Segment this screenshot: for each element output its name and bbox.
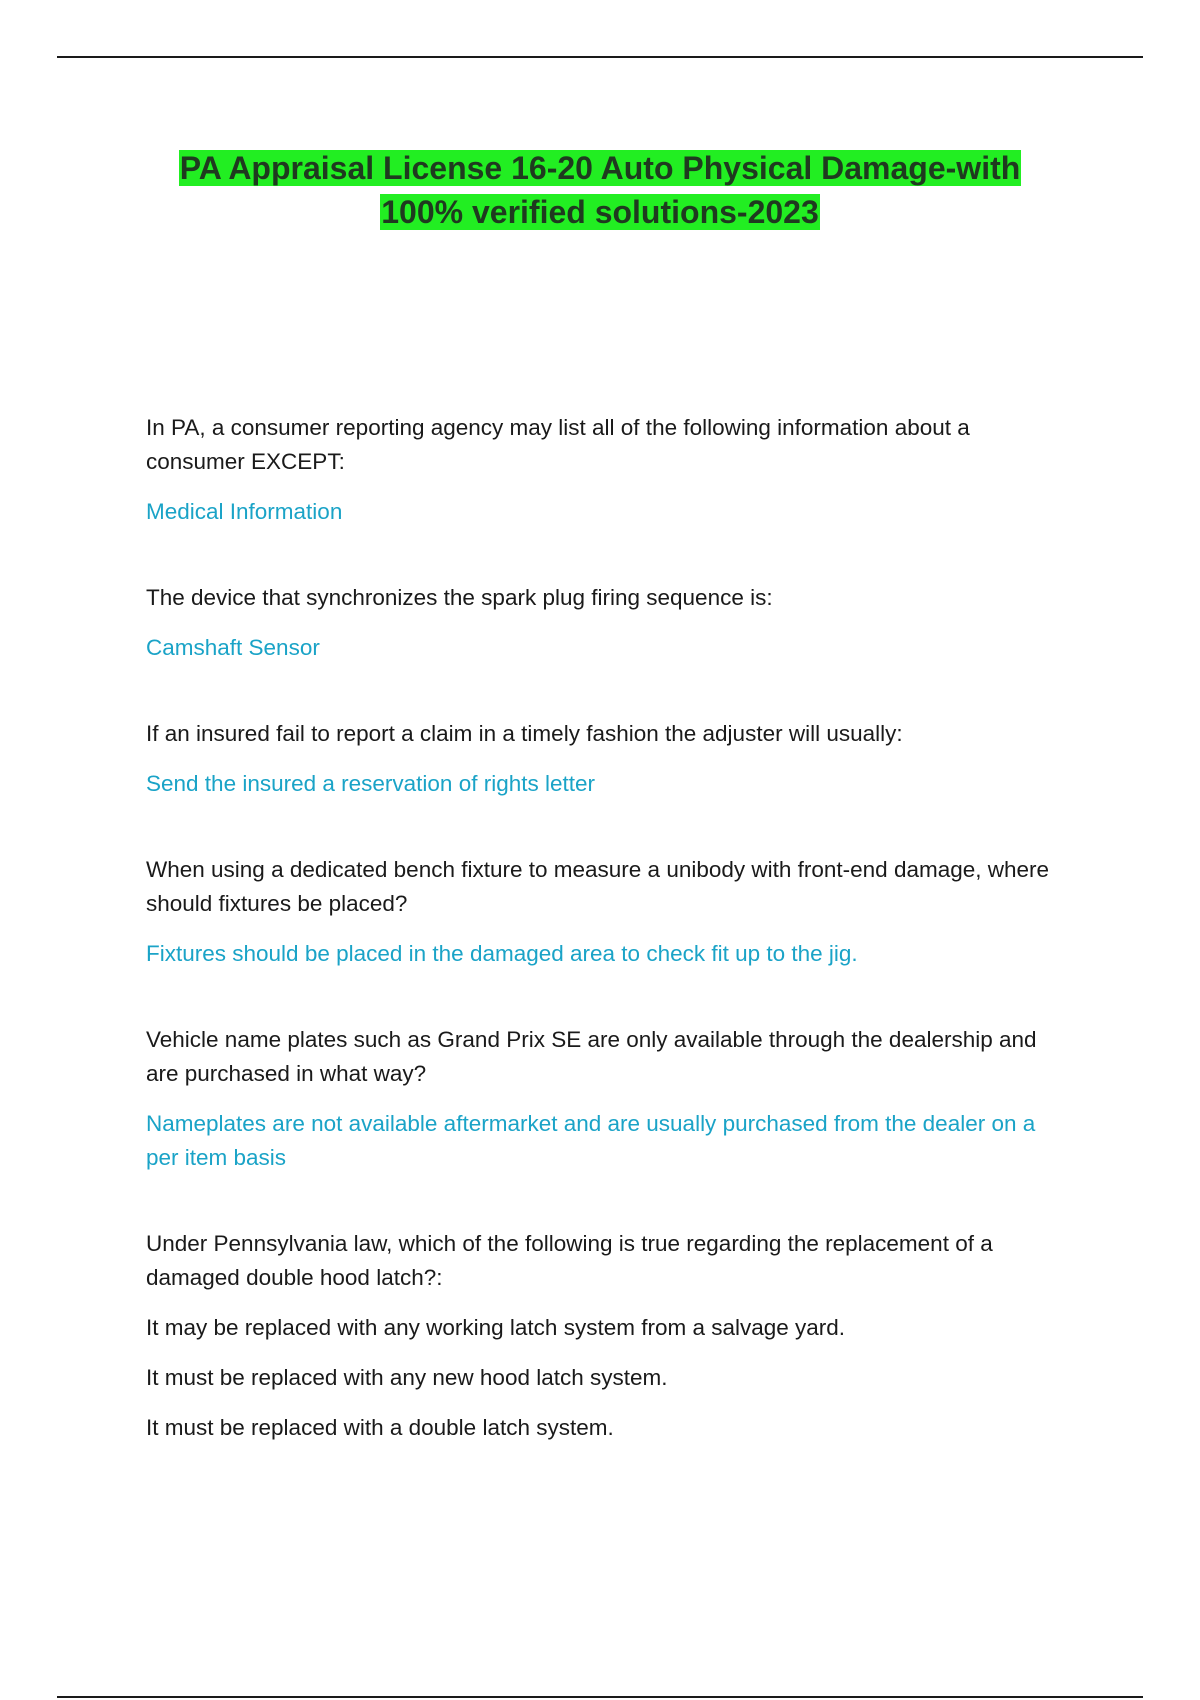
question-text: Under Pennsylvania law, which of the following is true regarding the replacement of a damaged double hood latch?: (146, 1231, 993, 1290)
question-text: When using a dedicated bench fixture to measure a unibody with front-end damage, where should fixtures be placed? (146, 857, 1050, 916)
question-text: If an insured fail to report a claim in a timely fashion the adjuster will usually: (146, 721, 903, 746)
qa-item (146, 853, 1066, 971)
option-text: It must be replaced with any new hood latch system. (146, 1365, 668, 1390)
title-line-2: 100% verified solutions-2023 (381, 194, 819, 230)
answer-text: Fixtures should be placed in the damaged area to check fit up to the jig. (146, 941, 858, 966)
option-text: It must be replaced with a double latch system. (146, 1415, 614, 1440)
option-text: It may be replaced with any working latch system from a salvage yard. (146, 1315, 846, 1340)
qa-item (146, 581, 1066, 665)
qa-item (146, 1023, 1066, 1175)
answer-text: Send the insured a reservation of rights letter (146, 771, 596, 796)
document-title (120, 146, 1080, 234)
top-rule (57, 56, 1143, 58)
question-text: Vehicle name plates such as Grand Prix SE are only available through the dealership and are purchased in what way? (146, 1027, 1037, 1086)
question-text: The device that synchronizes the spark plug firing sequence is: (146, 585, 773, 610)
answer-text: Camshaft Sensor (146, 635, 320, 660)
answer-text: Nameplates are not available aftermarket and are usually purchased from the dealer on a per item basis (146, 1111, 1036, 1170)
qa-item (146, 717, 1066, 801)
bottom-rule (57, 1696, 1143, 1698)
answer-text: Medical Information (146, 499, 343, 524)
qa-list (146, 411, 1066, 1445)
qa-item (146, 1227, 1066, 1445)
qa-item (146, 411, 1066, 529)
title-line-1: PA Appraisal License 16-20 Auto Physical Damage-with (179, 150, 1021, 186)
question-text: In PA, a consumer reporting agency may list all of the following information about a consumer EXCEPT: (146, 415, 970, 474)
